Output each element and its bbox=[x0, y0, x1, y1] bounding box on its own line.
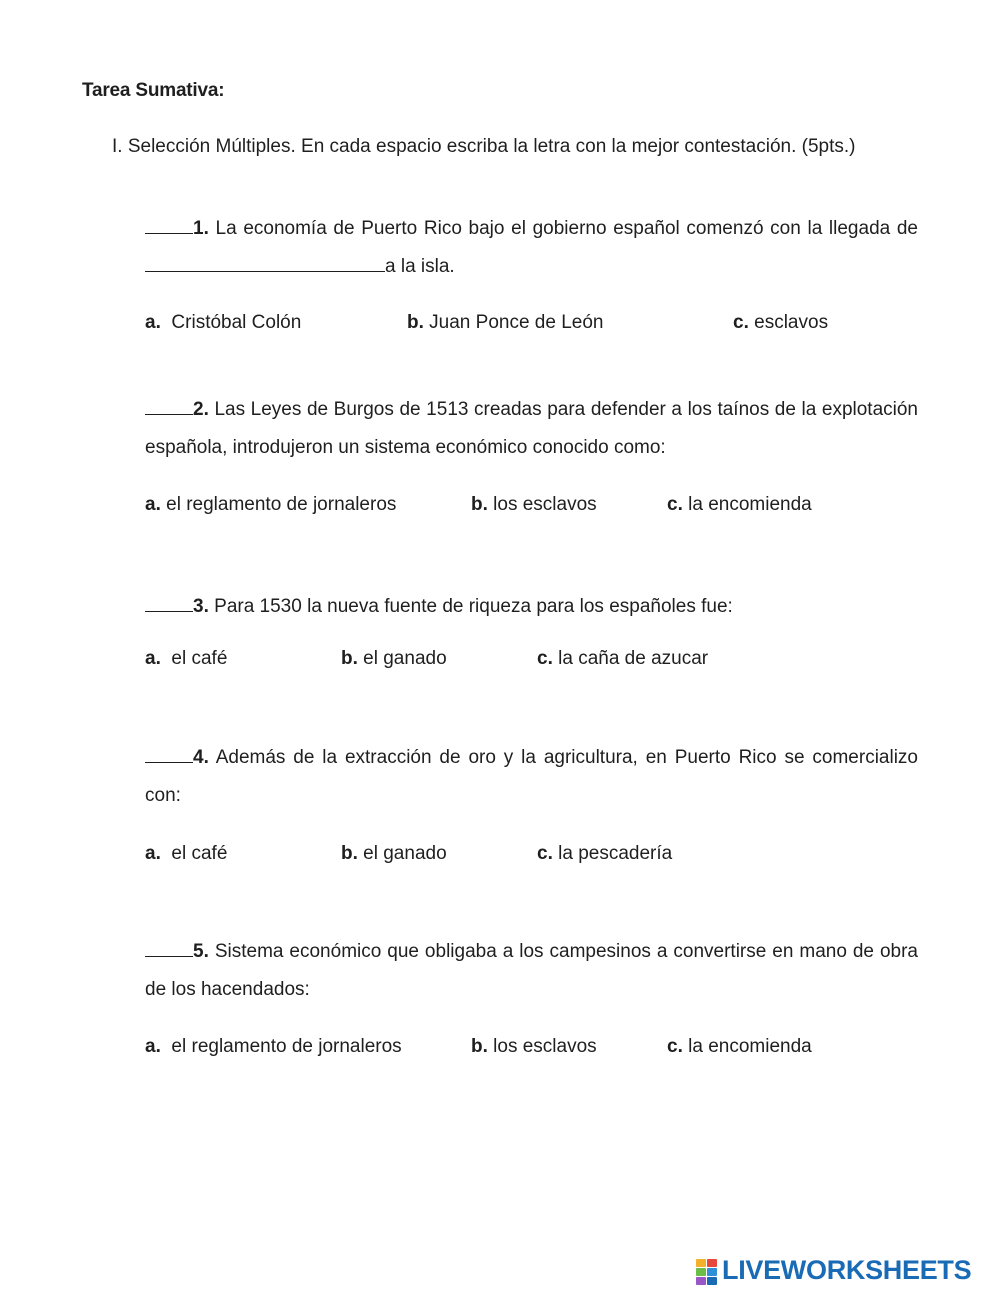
option-text: Cristóbal Colón bbox=[171, 312, 302, 333]
option-text: Juan Ponce de León bbox=[429, 312, 604, 333]
option-letter: a. bbox=[145, 494, 161, 515]
question-4 bbox=[145, 739, 918, 815]
option-text: la pescadería bbox=[558, 843, 673, 864]
option-letter: a. bbox=[145, 648, 161, 669]
question-3 bbox=[145, 588, 918, 626]
question-text: La economía de Puerto Rico bajo el gobierno español comenzó con la llegada de bbox=[215, 218, 919, 239]
option-text: el reglamento de jornaleros bbox=[171, 1036, 402, 1057]
question-5 bbox=[145, 933, 918, 1009]
instructions-text: I. Selección Múltiples. En cada espacio escriba la letra con la mejor contestación. (5pts.) bbox=[112, 136, 856, 157]
liveworksheets-logo-icon bbox=[696, 1258, 718, 1284]
option-c bbox=[667, 1036, 812, 1058]
question-text: Sistema económico que obligaba a los campesinos a convertirse en mano de obra de los hacendados: bbox=[145, 941, 918, 1000]
option-letter: b. bbox=[471, 494, 488, 515]
option-letter: b. bbox=[341, 648, 358, 669]
option-text: el ganado bbox=[363, 648, 447, 669]
option-text: los esclavos bbox=[493, 1036, 597, 1057]
question-2 bbox=[145, 391, 918, 467]
option-letter: b. bbox=[471, 1036, 488, 1057]
question-number: 3. bbox=[193, 596, 209, 617]
option-b bbox=[471, 1036, 597, 1058]
question-number: 5. bbox=[193, 941, 209, 962]
question-number: 2. bbox=[193, 399, 209, 420]
worksheet-title: Tarea Sumativa: bbox=[82, 80, 225, 101]
option-letter: a. bbox=[145, 312, 161, 333]
option-text: el café bbox=[171, 648, 228, 669]
question-text: Las Leyes de Burgos de 1513 creadas para defender a los taínos de la explotación española, introdujeron un sistema económico conocido como: bbox=[145, 399, 919, 458]
option-text: el reglamento de jornaleros bbox=[166, 494, 397, 515]
option-text: la caña de azucar bbox=[558, 648, 709, 669]
option-c bbox=[537, 843, 672, 865]
fill-in-blank bbox=[145, 253, 385, 272]
option-text: la encomienda bbox=[688, 1036, 812, 1057]
option-letter: c. bbox=[733, 312, 749, 333]
option-c bbox=[537, 648, 708, 670]
question-number: 1. bbox=[193, 218, 209, 239]
answer-blank[interactable] bbox=[145, 396, 193, 415]
option-text: la encomienda bbox=[688, 494, 812, 515]
option-text: los esclavos bbox=[493, 494, 597, 515]
option-letter: b. bbox=[341, 843, 358, 864]
option-a bbox=[145, 843, 227, 865]
option-c bbox=[733, 312, 828, 334]
option-c bbox=[667, 494, 812, 516]
question-number: 4. bbox=[193, 747, 209, 768]
option-letter: c. bbox=[537, 843, 553, 864]
question-text: Además de la extracción de oro y la agricultura, en Puerto Rico se comercializo con: bbox=[145, 747, 918, 806]
option-a bbox=[145, 648, 227, 670]
answer-blank[interactable] bbox=[145, 744, 193, 763]
liveworksheets-logo[interactable] bbox=[696, 1255, 971, 1286]
option-text: el ganado bbox=[363, 843, 447, 864]
option-letter: c. bbox=[667, 1036, 683, 1057]
option-text: esclavos bbox=[754, 312, 829, 333]
option-letter: a. bbox=[145, 1036, 161, 1057]
option-b bbox=[407, 312, 603, 334]
option-text: el café bbox=[171, 843, 228, 864]
answer-blank[interactable] bbox=[145, 938, 193, 957]
option-letter: a. bbox=[145, 843, 161, 864]
option-b bbox=[471, 494, 597, 516]
option-letter: b. bbox=[407, 312, 424, 333]
option-letter: c. bbox=[667, 494, 683, 515]
logo-text: LIVEWORKSHEETS bbox=[722, 1255, 972, 1285]
option-a bbox=[145, 494, 396, 516]
option-a bbox=[145, 312, 301, 334]
question-text: Para 1530 la nueva fuente de riqueza para los españoles fue: bbox=[214, 596, 733, 617]
answer-blank[interactable] bbox=[145, 215, 193, 234]
option-b bbox=[341, 648, 447, 670]
option-a bbox=[145, 1036, 402, 1058]
question-text-after: a la isla. bbox=[385, 256, 455, 277]
option-letter: c. bbox=[537, 648, 553, 669]
answer-blank[interactable] bbox=[145, 593, 193, 612]
question-1 bbox=[145, 210, 918, 286]
option-b bbox=[341, 843, 447, 865]
